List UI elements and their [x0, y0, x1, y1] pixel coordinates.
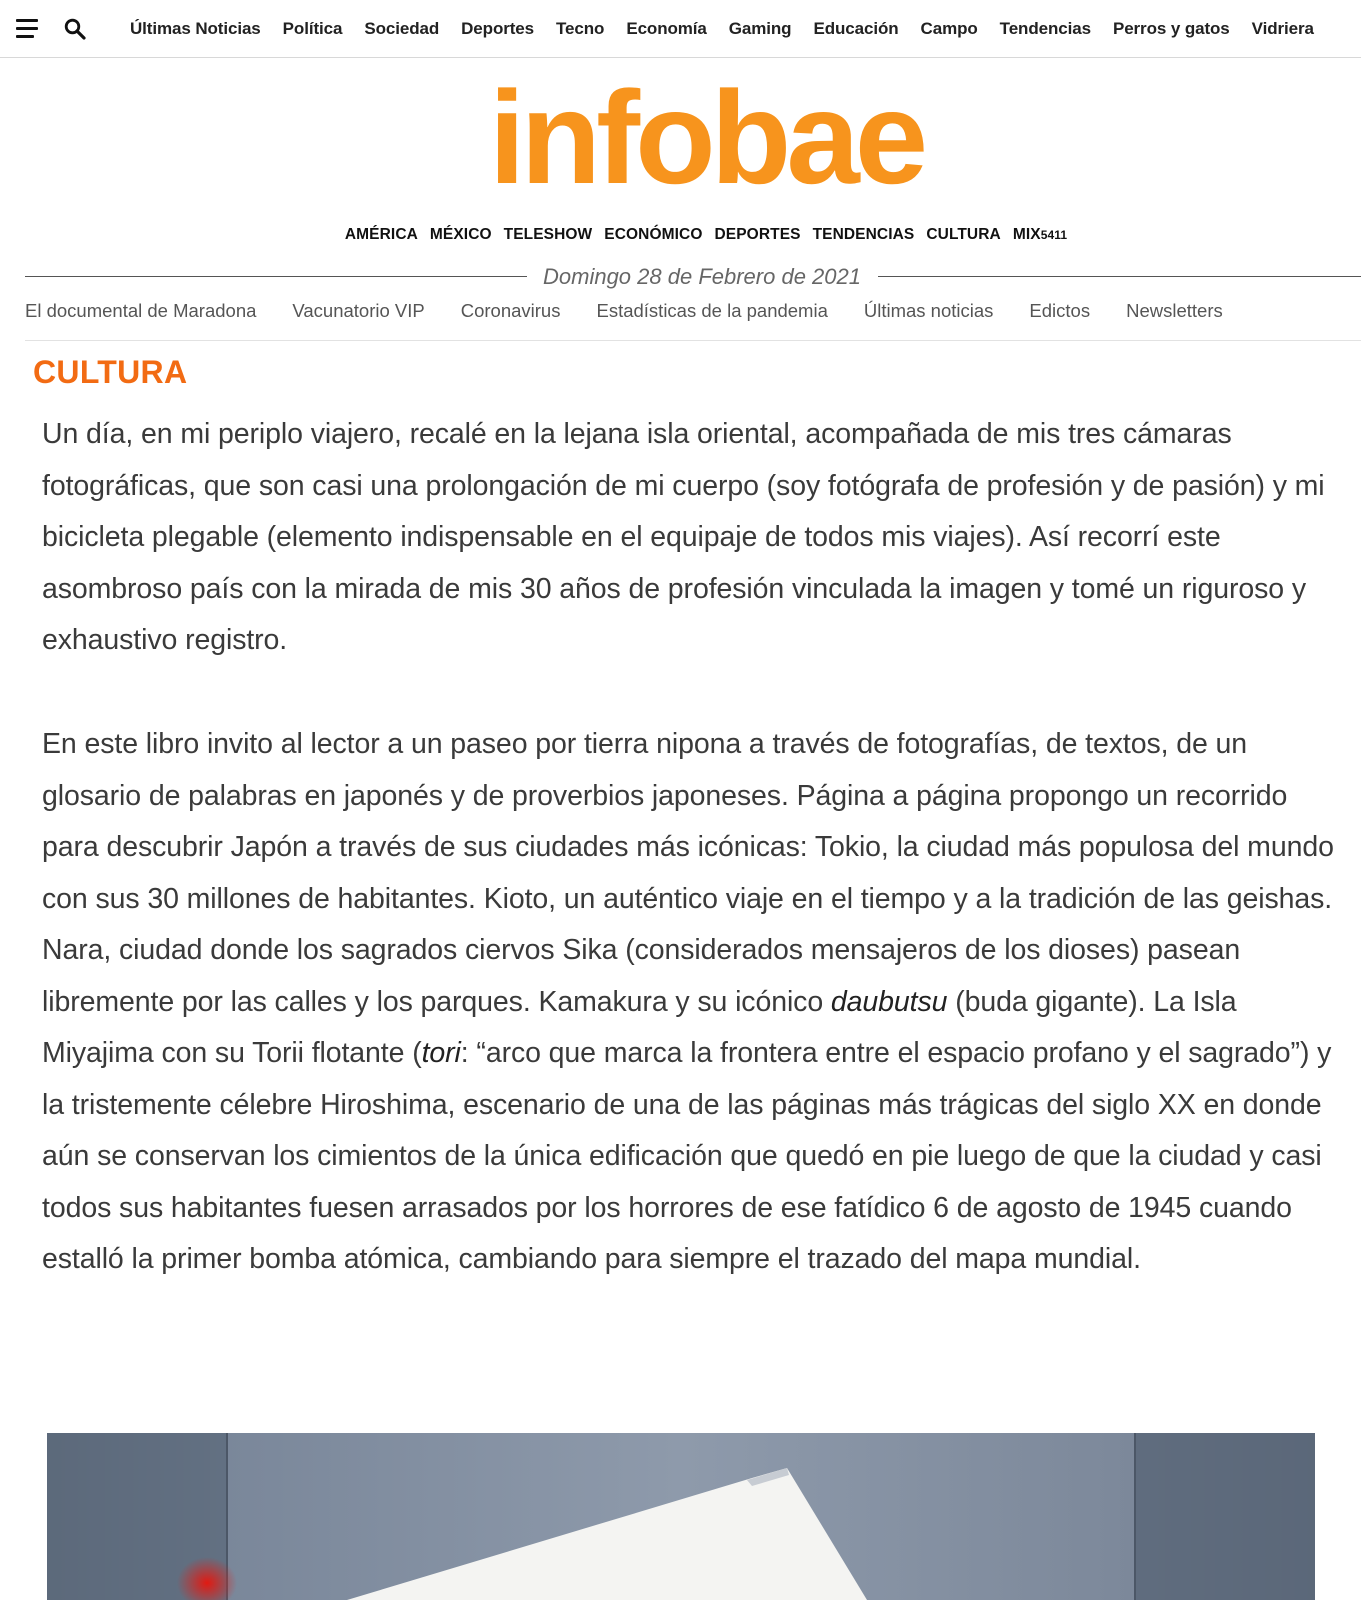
section-link-teleshow[interactable]: TELESHOW	[503, 226, 593, 243]
top-nav-link-educacion[interactable]: Educación	[813, 19, 899, 38]
paragraph-2-emphasis-daubutsu: daubutsu	[830, 985, 948, 1018]
section-link-mexico[interactable]: MÉXICO	[429, 226, 492, 243]
dateline	[25, 264, 1361, 288]
top-nav-link-sociedad[interactable]: Sociedad	[364, 19, 440, 38]
dateline-rule-left	[25, 276, 527, 277]
article-photo	[47, 1433, 1315, 1600]
paragraph-2-text-c: : “arco que marca la frontera entre el espacio profano y el sagrado”) y la tristemente célebre Hiroshima, escenario de una de las páginas más trágicas del siglo XX en donde aún se conservan los cimientos de la única edificación que quedó en pie luego de que la ciudad y casi todos sus habitantes fuesen arrasados por los horrores de ese fatídico 6 de agosto de 1945 cuando estalló la primer bomba atómica, cambiando para siempre el trazado del mapa mundial.	[42, 1037, 1332, 1275]
section-link-america[interactable]: AMÉRICA	[344, 226, 418, 243]
top-nav-link-vidriera[interactable]: Vidriera	[1251, 19, 1314, 38]
mix-number: 5411	[1040, 228, 1068, 242]
trending-link-newsletters[interactable]: Newsletters	[1126, 300, 1223, 321]
trending-link-coronavirus[interactable]: Coronavirus	[460, 300, 561, 321]
article-section-label[interactable]: CULTURA	[33, 354, 188, 390]
top-nav-link-perros-y-gatos[interactable]: Perros y gatos	[1112, 19, 1230, 38]
section-link-tendencias[interactable]: TENDENCIAS	[812, 226, 915, 243]
section-link-cultura[interactable]: CULTURA	[926, 226, 1001, 243]
edition-section-nav	[0, 226, 1361, 244]
top-nav-link-deportes[interactable]: Deportes	[461, 19, 535, 38]
mix-label: MIX	[1012, 226, 1041, 243]
article-paragraph-2	[42, 719, 1338, 1286]
dateline-rule-right	[878, 276, 1361, 277]
top-nav-link-economia[interactable]: Economía	[626, 19, 707, 38]
current-date: Domingo 28 de Febrero de 2021	[543, 264, 861, 289]
trending-link-estadisticas-pandemia[interactable]: Estadísticas de la pandemia	[596, 300, 828, 321]
top-nav-link-campo[interactable]: Campo	[920, 19, 978, 38]
top-nav-link-tendencias[interactable]: Tendencias	[999, 19, 1091, 38]
paragraph-2-emphasis-tori: tori	[421, 1037, 461, 1069]
trending-topics-bar	[25, 300, 1223, 322]
top-nav-link-ultimas-noticias[interactable]: Últimas Noticias	[130, 19, 261, 38]
section-link-deportes[interactable]: DEPORTES	[714, 226, 801, 243]
trending-link-edictos[interactable]: Edictos	[1029, 300, 1091, 321]
article-photo-image	[47, 1433, 1315, 1600]
article-paragraph-1: Un día, en mi periplo viajero, recalé en la lejana isla oriental, acompañada de mis tres cámaras fotográficas, que son casi una prolongación de mi cuerpo (soy fotógrafa de profesión y de pasión) y mi bicicleta plegable (elemento indispensable en el equipaje de todos mis viajes). Así recorrí este asombroso país con la mirada de mis 30 años de profesión vinculada la imagen y tomé un riguroso y exhaustivo registro.	[42, 418, 1325, 656]
trending-link-vacunatorio-vip[interactable]: Vacunatorio VIP	[292, 300, 425, 321]
trending-link-ultimas-noticias[interactable]: Últimas noticias	[863, 300, 994, 321]
top-nav-link-gaming[interactable]: Gaming	[728, 19, 792, 38]
section-link-economico[interactable]: ECONÓMICO	[604, 226, 703, 243]
paragraph-2-text-b: (buda gigante). La Isla Miyajima con su Torii flotante (	[42, 985, 1237, 1069]
paragraph-2-text-a: En este libro invito al lector a un paseo por tierra nipona a través de fotografías, de textos, de un glosario de palabras en japonés y de proverbios japoneses. Página a página propongo un recorrido para descubrir Japón a través de sus ciudades más icónicas: Tokio, la ciudad más populosa del mundo con sus 30 millones de habitantes. Kioto, un auténtico viaje en el tiempo y a la tradición de las geishas. Nara, ciudad donde los sagrados ciervos Sika (considerados mensajeros de los dioses) pasean libremente por las calles y los parques. Kamakura y su icónico	[42, 728, 1334, 1018]
trending-divider	[25, 340, 1361, 341]
top-navigation-bar	[0, 0, 1361, 58]
top-nav-link-politica[interactable]: Política	[282, 19, 343, 38]
search-icon[interactable]	[64, 18, 86, 40]
infobae-logo[interactable]: infobae	[488, 64, 924, 211]
top-nav-link-tecno[interactable]: Tecno	[556, 19, 605, 38]
section-link-mix5411[interactable]	[1013, 226, 1067, 244]
hamburger-menu-icon[interactable]	[16, 19, 38, 39]
top-nav-links	[130, 19, 1314, 39]
trending-link-documental-maradona[interactable]: El documental de Maradona	[25, 300, 257, 321]
